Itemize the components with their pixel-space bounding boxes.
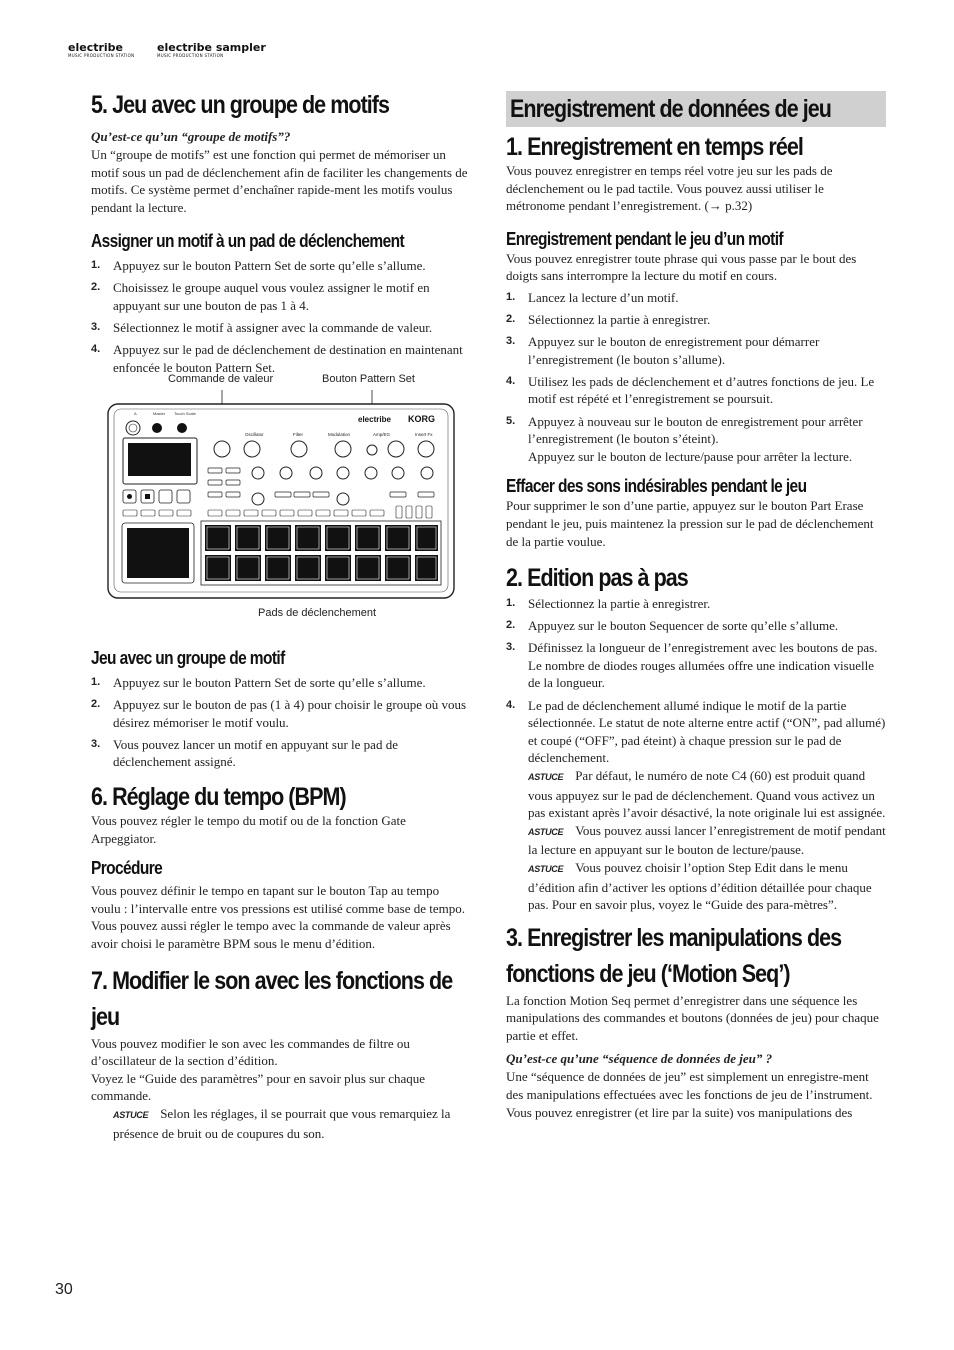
rec-body: Vous pouvez enregistrer toute phrase qui vous passe par le bout des doigts sans interrompre la lecture du motif en cours. <box>506 250 857 284</box>
list-item: 3. Définissez la longueur de l’enregistrement avec les boutons de pas. Le nombre de diodes rouges allumées offre une indication visuelle de la longueur. <box>506 640 878 691</box>
r3-p1: Une “séquence de données de jeu” est simplement un enregistre-ment des manipulations effectuées avec les fonctions de jeu de l’instrument. <box>506 1069 873 1103</box>
logo-subtitle: MUSIC PRODUCTION STATION <box>157 53 224 58</box>
section-7-tip: ASTUCE Selon les réglages, il se pourrait que vous remarquiez la présence de bruit ou de coupures du son. <box>113 1105 451 1141</box>
astuce-tag: ASTUCE <box>528 863 564 874</box>
section-5-body: Un “groupe de motifs” est une fonction qui permet de mémoriser un motif sous un pad de déclenchement afin de faciliter les changements de motifs. Ce système permet d’enchaîner rapide-ment les motifs voulus pendant la lecture. <box>91 147 468 215</box>
procedure-p2: Vous pouvez aussi régler le tempo avec la commande de valeur après avoir choisi le paramètre BPM sous le menu d’édition. <box>91 918 451 951</box>
assign-title: Assigner un motif à un pad de déclenchement <box>91 231 405 252</box>
section-6-body: Vous pouvez régler le tempo du motif ou de la fonction Gate Arpeggiator. <box>91 812 406 846</box>
svg-text:Master: Master <box>153 411 166 416</box>
logo-text: electribe sampler <box>157 41 266 54</box>
section-7-p2: Voyez le “Guide des paramètres” pour en savoir plus sur chaque commande. <box>91 1070 426 1104</box>
band-title: Enregistrement de données de jeu <box>510 95 831 123</box>
astuce-tag: ASTUCE <box>113 1109 149 1120</box>
play-steps <box>91 674 471 771</box>
erase-body: Pour supprimer le son d’une partie, appuyez sur le bouton Part Erase pendant le jeu, puis maintenez la pression sur le pad de déclenchement de la partie voulue. <box>506 498 874 549</box>
label-value-knob: Commande de valeur <box>168 373 274 385</box>
svg-text:Insert Fx: Insert Fx <box>415 432 433 437</box>
list-item: 2. Appuyez sur le bouton Sequencer de sorte qu’elle s’allume. <box>506 618 839 634</box>
rec-steps <box>506 289 886 465</box>
rec-title: Enregistrement pendant le jeu d’un motif <box>506 228 783 249</box>
play-group-title: Jeu avec un groupe de motif <box>91 648 285 668</box>
list-item: 3. Vous pouvez lancer un motif en appuyant sur le pad de déclenchement assigné. <box>91 736 398 770</box>
electribe-sampler-logo <box>157 42 266 58</box>
list-item: 1. Sélectionnez la partie à enregistrer. <box>506 596 711 612</box>
list-item: 2. Choisissez le groupe auquel vous voulez assigner le motif en appuyant sur une bouton de pas 1 à 4. <box>91 280 430 314</box>
r2-steps <box>506 595 886 914</box>
svg-text:electribe: electribe <box>358 415 391 424</box>
r3-p2: Vous pouvez enregistrer (et lire par la suite) vos manipulations des <box>506 1104 853 1120</box>
section-6-title: 6. Réglage du tempo (BPM) <box>91 782 346 811</box>
left-column-lower <box>91 647 471 1142</box>
r3-body: La fonction Motion Seq permet d’enregistrer dans une séquence les manipulations des commandes et boutons (données de jeu) pour chaque partie et effet. <box>506 992 879 1043</box>
r3-title: 3. Enregistrer les manipulations des fonctions de jeu (‘Motion Seq’) <box>506 923 842 988</box>
list-item: 5. Appuyez à nouveau sur le bouton de enregistrement pour arrêter l’enregistrement (le bouton s’éteint). Appuyez sur le bouton de lecture/pause pour arrêter la lecture. <box>506 413 863 464</box>
svg-text:Oscillator: Oscillator <box>245 432 264 437</box>
svg-text:Modulation: Modulation <box>328 432 351 437</box>
svg-text:KORG: KORG <box>408 414 435 424</box>
r2-title: 2. Edition pas à pas <box>506 564 688 593</box>
section-7-title: 7. Modifier le son avec les fonctions de jeu <box>91 966 453 1031</box>
section-7-p1: Vous pouvez modifier le son avec les commandes de filtre ou d’oscillateur de la section d’édition. <box>91 1035 410 1069</box>
svg-text:Filter: Filter <box>293 432 303 437</box>
label-pattern-set: Bouton Pattern Set <box>322 373 415 385</box>
list-item: 2. Appuyez sur le bouton de pas (1 à 4) pour choisir le groupe où vous désirez mémoriser le motif voulu. <box>91 697 467 730</box>
list-item: 4. Le pad de déclenchement allumé indique le motif de la partie sélectionnée. Le statut de note alterne entre actif (“ON”, pad allumé) et coupé (“OFF”, pad éteint) à chaque pression sur le pad de déclenchement. ASTUCE Par défaut, le numéro de note C4 (60) est produit quand vous appuyez sur le pad de déclenchement. Quand vous activez un pas existant après l’avoir désactivé, la note originale lui est assignée. ASTUCE Vous pouvez aussi lancer l’enregistrement de motif pendant la lecture en appuyant sur le bouton de lecture/pause. ASTUCE Vous pouvez choisir l’option Step Edit dans le menu d’édition afin d’activer les options d’édition détaillée pour chaque pas. Pour en savoir plus, voyez le “Guide des para-mètres”. <box>506 697 886 913</box>
svg-text:Touch Scale: Touch Scale <box>174 411 196 416</box>
assign-steps <box>91 257 471 376</box>
electribe-logo <box>68 42 134 58</box>
logo-text: electribe <box>68 41 123 54</box>
section-5-question: Qu’est-ce qu’un “groupe de motifs”? <box>91 129 291 144</box>
electribe-device-illustration <box>100 386 462 600</box>
erase-title: Effacer des sons indésirables pendant le jeu <box>506 476 807 497</box>
left-column <box>91 90 471 381</box>
r1-title: 1. Enregistrement en temps réel <box>506 133 803 161</box>
astuce-tag: ASTUCE <box>528 826 564 837</box>
page-number: 30 <box>55 1281 73 1298</box>
right-column <box>506 132 886 1121</box>
svg-text:Amp/EG: Amp/EG <box>373 432 391 437</box>
list-item: 3. Appuyez sur le bouton de enregistrement pour démarrer l’enregistrement (le bouton s’allume). <box>506 334 820 367</box>
label-trigger-pads: Pads de déclenchement <box>258 607 377 619</box>
svg-text:A: A <box>134 411 137 416</box>
procedure-title: Procédure <box>91 858 163 879</box>
r1-body: Vous pouvez enregistrer en temps réel votre jeu sur les pads de déclenchement ou le pad tactile. Vous pouvez aussi utiliser le métronome pendant l’enregistrement. (→ p.32) <box>506 163 833 214</box>
list-item: 4. Appuyez sur le pad de déclenchement de destination en maintenant enfoncée le bouton Pattern Set. <box>91 342 463 375</box>
list-item: 1. Appuyez sur le bouton Pattern Set de sorte qu’elle s’allume. <box>91 258 426 274</box>
list-item: 1. Appuyez sur le bouton Pattern Set de sorte qu’elle s’allume. <box>91 675 426 690</box>
procedure-p1: Vous pouvez définir le tempo en tapant sur le bouton Tap au tempo voulu : l’intervalle entre vos pressions est utilisé comme base de tempo. <box>91 883 466 916</box>
section-band <box>506 91 886 127</box>
logo-subtitle: MUSIC PRODUCTION STATION <box>68 53 135 58</box>
r3-question: Qu’est-ce qu’une “séquence de données de jeu” ? <box>506 1051 773 1067</box>
list-item: 4. Utilisez les pads de déclenchement et d’autres fonctions de jeu. Le motif est répété et l’enregistrement se poursuit. <box>506 373 875 407</box>
list-item: 3. Sélectionnez le motif à assigner avec la commande de valeur. <box>91 320 433 336</box>
list-item: 2. Sélectionnez la partie à enregistrer. <box>506 312 711 328</box>
section-5-title: 5. Jeu avec un groupe de motifs <box>91 91 390 119</box>
astuce-tag: ASTUCE <box>528 771 564 782</box>
list-item: 1. Lancez la lecture d’un motif. <box>506 289 679 305</box>
